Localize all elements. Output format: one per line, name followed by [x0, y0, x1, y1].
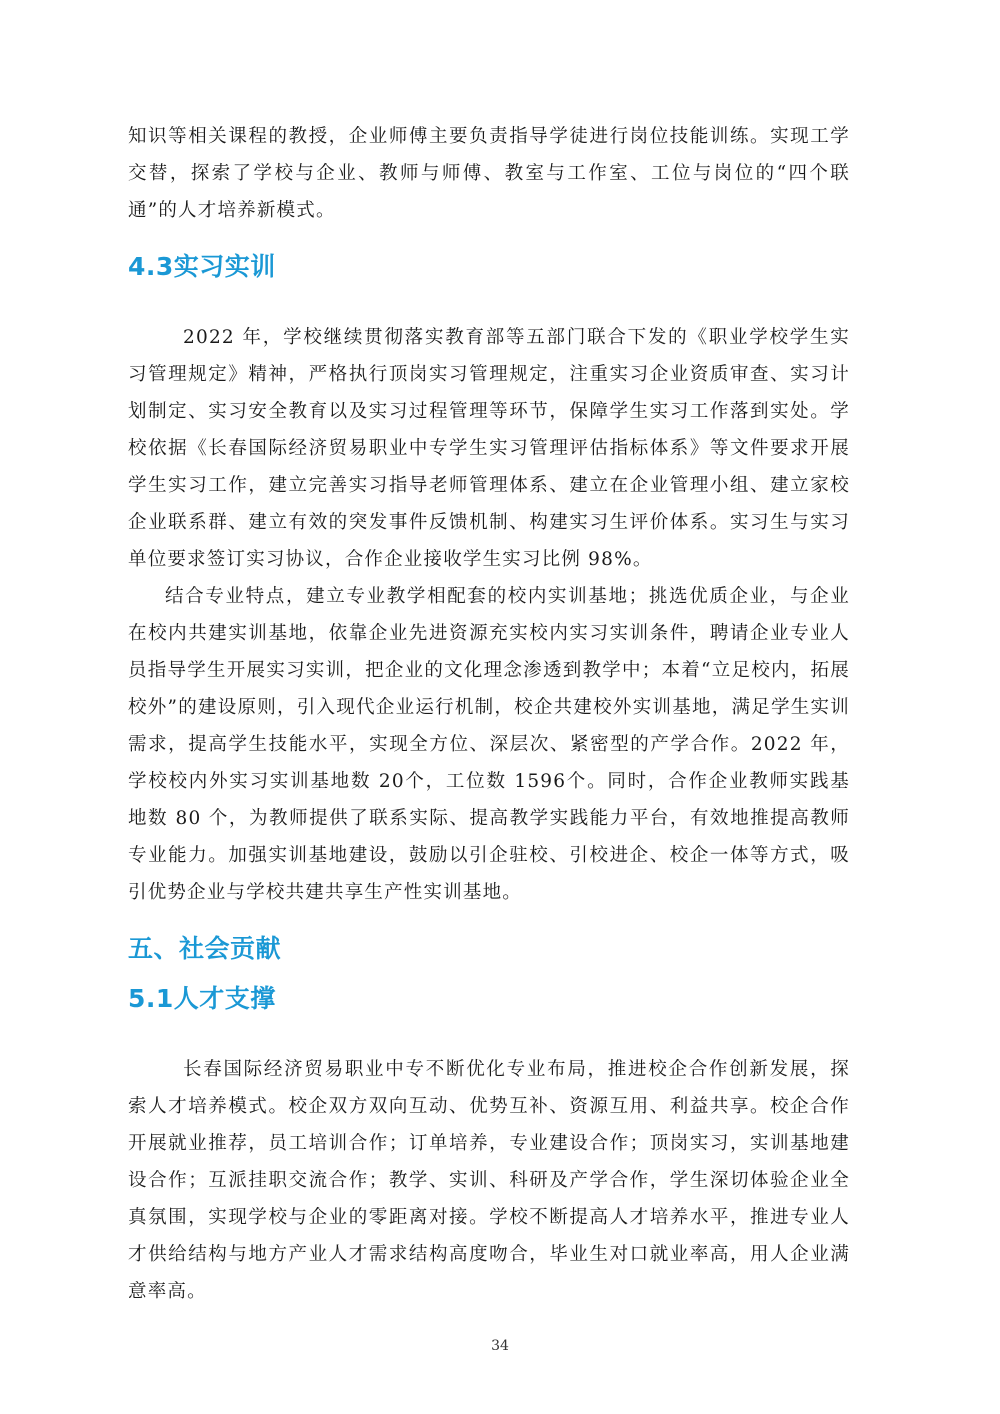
chapter-heading-5: 五、社会贡献 [128, 934, 282, 963]
paragraph-talent-support: 长春国际经济贸易职业中专不断优化专业布局，推进校企合作创新发展，探索人才培养模式。校企双方双向互动、优势互补、资源互用、利益共享。校企合作开展就业推荐，员工培训合作；订单培养，专业建设合作；顶岗实习，实训基地建设合作；互派挂职交流合作；教学、实训、科研及产学合作，学生深切体验企业全真氛围，实现学校与企业的零距离对接。学校不断提高人才培养水平，推进专业人才供给结构与地方产业人才需求结构高度吻合，毕业生对口就业率高，用人企业满意率高。 [128, 1059, 850, 1302]
paragraph-internship-management: 2022 年，学校继续贯彻落实教育部等五部门联合下发的《职业学校学生实习管理规定》精神，严格执行顶岗实习管理规定，注重实习企业资质审查、实习计划制定、实习安全教育以及实习过程管理等环节，保障学生实习工作落到实处。学校依据《长春国际经济贸易职业中专学生实习管理评估指标体系》等文件要求开展学生实习工作，建立完善实习指导老师管理体系、建立在企业管理小组、建立家校企业联系群、建立有效的突发事件反馈机制、构建实习生评价体系。实习生与实习单位要求签订实习协议，合作企业接收学生实习比例 98%。 [128, 327, 850, 570]
paragraph-continuation: 知识等相关课程的教授，企业师傅主要负责指导学徒进行岗位技能训练。实现工学交替，探索了学校与企业、教师与师傅、教室与工作室、工位与岗位的“四个联通”的人才培养新模式。 [128, 126, 850, 221]
document-body [128, 118, 850, 1310]
paragraph-training-bases: 结合专业特点，建立专业教学相配套的校内实训基地；挑选优质企业，与企业在校内共建实训基地，依靠企业先进资源充实校内实习实训条件，聘请企业专业人员指导学生开展实习实训，把企业的文化理念渗透到教学中；本着“立足校内，拓展校外”的建设原则，引入现代企业运行机制，校企共建校外实训基地，满足学生实训需求，提高学生技能水平，实现全方位、深层次、紧密型的产学合作。2022 年，学校校内外实习实训基地数 20个，工位数 1596个。同时，合作企业教师实践基地数 80 个，为教师提供了联系实际、提高教学实践能力平台，有效地推提高教师专业能力。加强实训基地建设，鼓励以引企驻校、引校进企、校企一体等方式，吸引优势企业与学校共建共享生产性实训基地。 [128, 586, 850, 903]
section-heading-4-3: 4.3实习实训 [128, 252, 276, 281]
page-number: 34 [491, 1338, 509, 1354]
section-heading-5-1: 5.1人才支撑 [128, 984, 276, 1013]
